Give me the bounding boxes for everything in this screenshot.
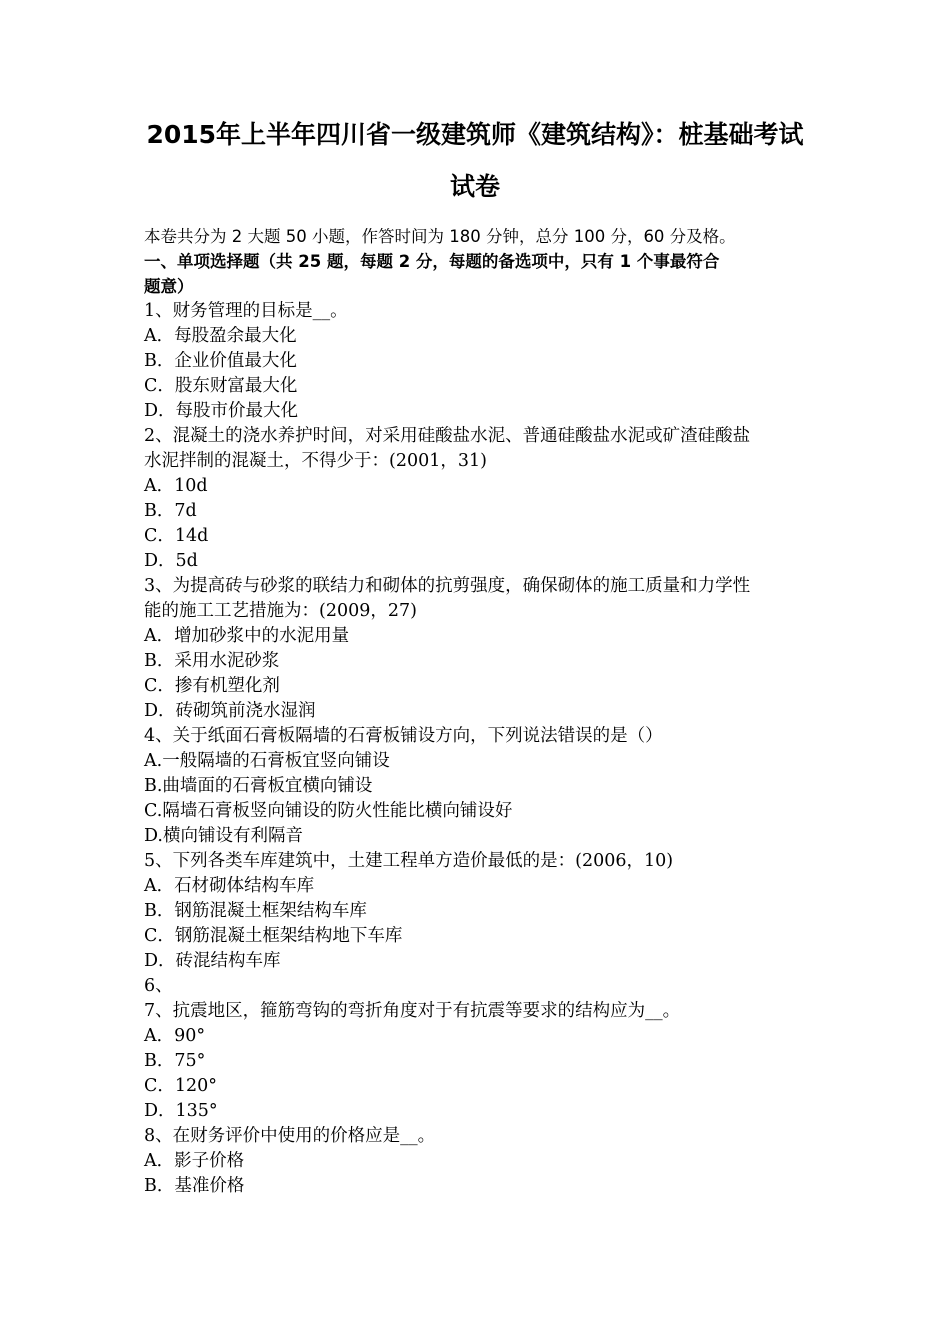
exam-intro: 本卷共分为 2 大题 50 小题，作答时间为 180 分钟，总分 100 分，60 分及格。 [144,227,736,246]
question-1-stem: 1、财务管理的目标是__。 [144,301,348,321]
question-3-option-b: B．采用水泥砂浆 [144,651,280,671]
question-8-stem: 8、在财务评价中使用的价格应是__。 [144,1126,436,1146]
question-4-option-b: B.曲墙面的石膏板宜横向铺设 [144,776,373,796]
section-heading-line-1: 一、单项选择题（共 25 题，每题 2 分，每题的备选项中，只有 1 个事最符合 [144,252,720,271]
question-5-option-b: B．钢筋混凝土框架结构车库 [144,901,367,921]
question-list [144,299,806,1199]
question-2-option-c: C．14d [144,526,209,546]
section-heading-line-2: 题意） [144,277,194,296]
question-4-option-d: D.横向铺设有利隔音 [144,826,303,846]
question-1-option-d: D．每股市价最大化 [144,401,299,421]
question-3-option-c: C．掺有机塑化剂 [144,676,280,696]
question-2-option-a: A．10d [144,476,208,496]
question-8-option-a: A．影子价格 [144,1151,245,1171]
question-5-option-d: D．砖混结构车库 [144,951,281,971]
question-2-option-b: B．7d [144,501,197,521]
question-4-stem: 4、关于纸面石膏板隔墙的石膏板铺设方向，下列说法错误的是（） [144,726,663,746]
question-4-option-a: A.一般隔墙的石膏板宜竖向铺设 [144,751,390,771]
question-6-stem: 6、 [144,976,173,996]
document-title-line-1: 2015年上半年四川省一级建筑师《建筑结构》：桩基础考试 [146,120,804,149]
document-title-line-2: 试卷 [449,172,500,201]
question-2-stem: 2、混凝土的浇水养护时间，对采用硅酸盐水泥、普通硅酸盐水泥或矿渣硅酸盐 [144,426,751,446]
question-1-option-b: B．企业价值最大化 [144,351,297,371]
question-7-option-d: D．135° [144,1101,218,1121]
question-5-stem: 5、下列各类车库建筑中，土建工程单方造价最低的是：(2006，10) [144,851,674,871]
document-body [144,224,806,1199]
question-8-option-b: B．基准价格 [144,1176,245,1196]
question-7-option-b: B．75° [144,1051,206,1071]
question-4-option-c: C.隔墙石膏板竖向铺设的防火性能比横向铺设好 [144,801,513,821]
question-3-stem-cont: 能的施工工艺措施为：(2009，27) [144,601,417,621]
question-1-option-c: C．股东财富最大化 [144,376,298,396]
question-7-option-c: C．120° [144,1076,218,1096]
question-2-option-d: D．5d [144,551,198,571]
question-5-option-a: A．石材砌体结构车库 [144,876,315,896]
question-3-stem: 3、为提高砖与砂浆的联结力和砌体的抗剪强度，确保砌体的施工质量和力学性 [144,576,751,596]
question-7-stem: 7、抗震地区，箍筋弯钩的弯折角度对于有抗震等要求的结构应为__。 [144,1001,681,1021]
question-7-option-a: A．90° [144,1026,206,1046]
question-1-option-a: A．每股盈余最大化 [144,326,297,346]
question-3-option-d: D．砖砌筑前浇水湿润 [144,701,316,721]
question-2-stem-cont: 水泥拌制的混凝土，不得少于：(2001，31) [144,451,487,471]
question-5-option-c: C．钢筋混凝土框架结构地下车库 [144,926,403,946]
question-3-option-a: A．增加砂浆中的水泥用量 [144,626,350,646]
